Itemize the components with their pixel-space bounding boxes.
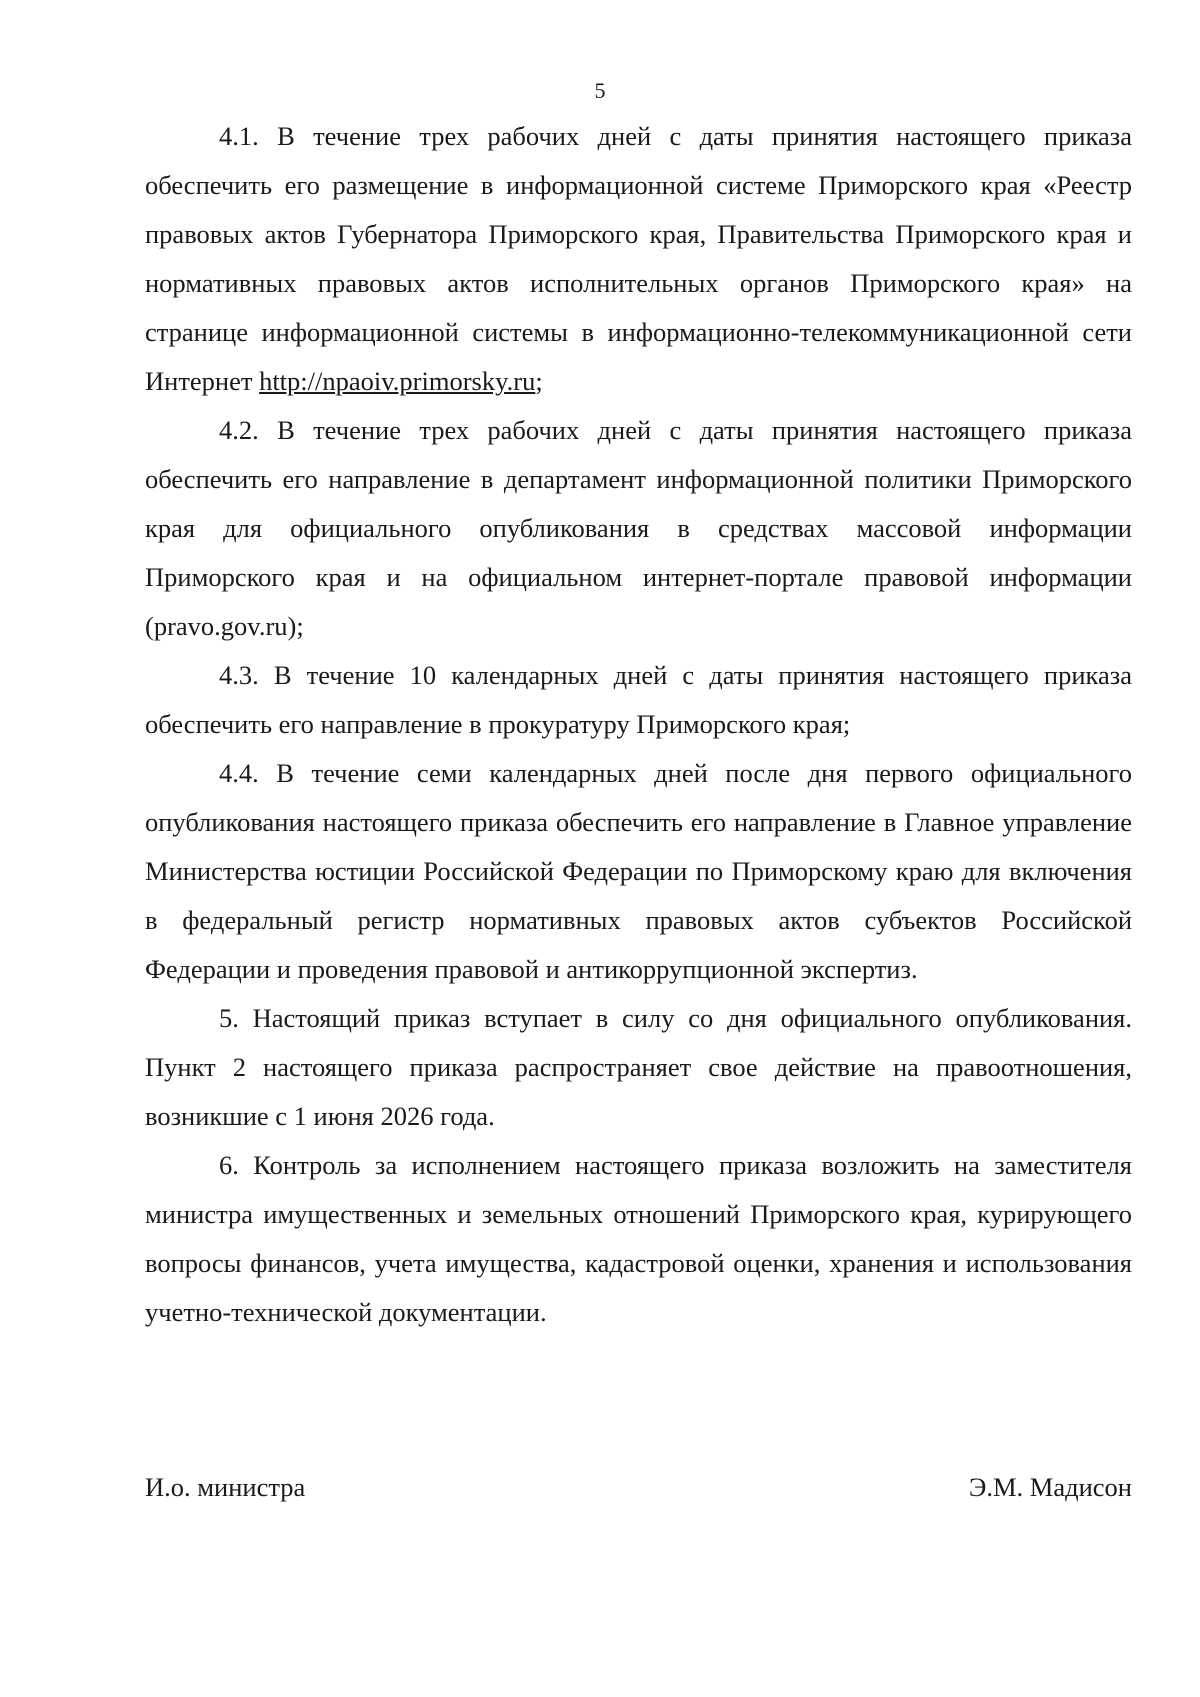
paragraph-text: 4.1. В течение трех рабочих дней с даты принятия настоящего приказа обеспечить его размещение в информационной системе Приморского края «Реестр правовых актов Губернатора Приморского края, Правительства Приморского края и нормативных правовых актов исполнительных органов Приморского края» на странице информационной системы в информационно-телекоммуникационной сети Интернет xyxy=(145,121,1132,396)
paragraph-4-2: 4.2. В течение трех рабочих дней с даты принятия настоящего приказа обеспечить его направление в департамент информационной политики Приморского края для официального опубликования в средствах массовой информации Приморского края и на официальном интернет-портале правовой информации (pravo.gov.ru); xyxy=(145,415,1132,641)
paragraph-text-suffix: ; xyxy=(535,366,543,396)
page-number: 5 xyxy=(594,78,606,103)
signatory-position: И.о. министра xyxy=(145,1472,306,1502)
paragraph-5: 5. Настоящий приказ вступает в силу со дня официального опубликования. Пункт 2 настоящего приказа распространяет свое действие на правоотношения, возникшие с 1 июня 2026 года. xyxy=(145,1003,1132,1131)
paragraph-4-3: 4.3. В течение 10 календарных дней с даты принятия настоящего приказа обеспечить его направление в прокуратуру Приморского края; xyxy=(145,660,1132,739)
signatory-name: Э.М. Мадисон xyxy=(968,1472,1132,1502)
paragraph-6: 6. Контроль за исполнением настоящего приказа возложить на заместителя министра имущественных и земельных отношений Приморского края, курирующего вопросы финансов, учета имущества, кадастровой оценки, хранения и использования учетно-технической документации. xyxy=(145,1150,1132,1327)
paragraph-4-4: 4.4. В течение семи календарных дней после дня первого официального опубликования настоящего приказа обеспечить его направление в Главное управление Министерства юстиции Российской Федерации по Приморскому краю для включения в федеральный регистр нормативных правовых актов субъектов Российской Федерации и проведения правовой и антикоррупционной экспертиз. xyxy=(145,758,1132,984)
signature-block xyxy=(145,1469,1132,1505)
paragraph-4-1 xyxy=(145,112,1132,406)
document-body xyxy=(145,112,1132,1337)
registry-link[interactable]: http://npaoiv.primorsky.ru xyxy=(259,366,536,396)
